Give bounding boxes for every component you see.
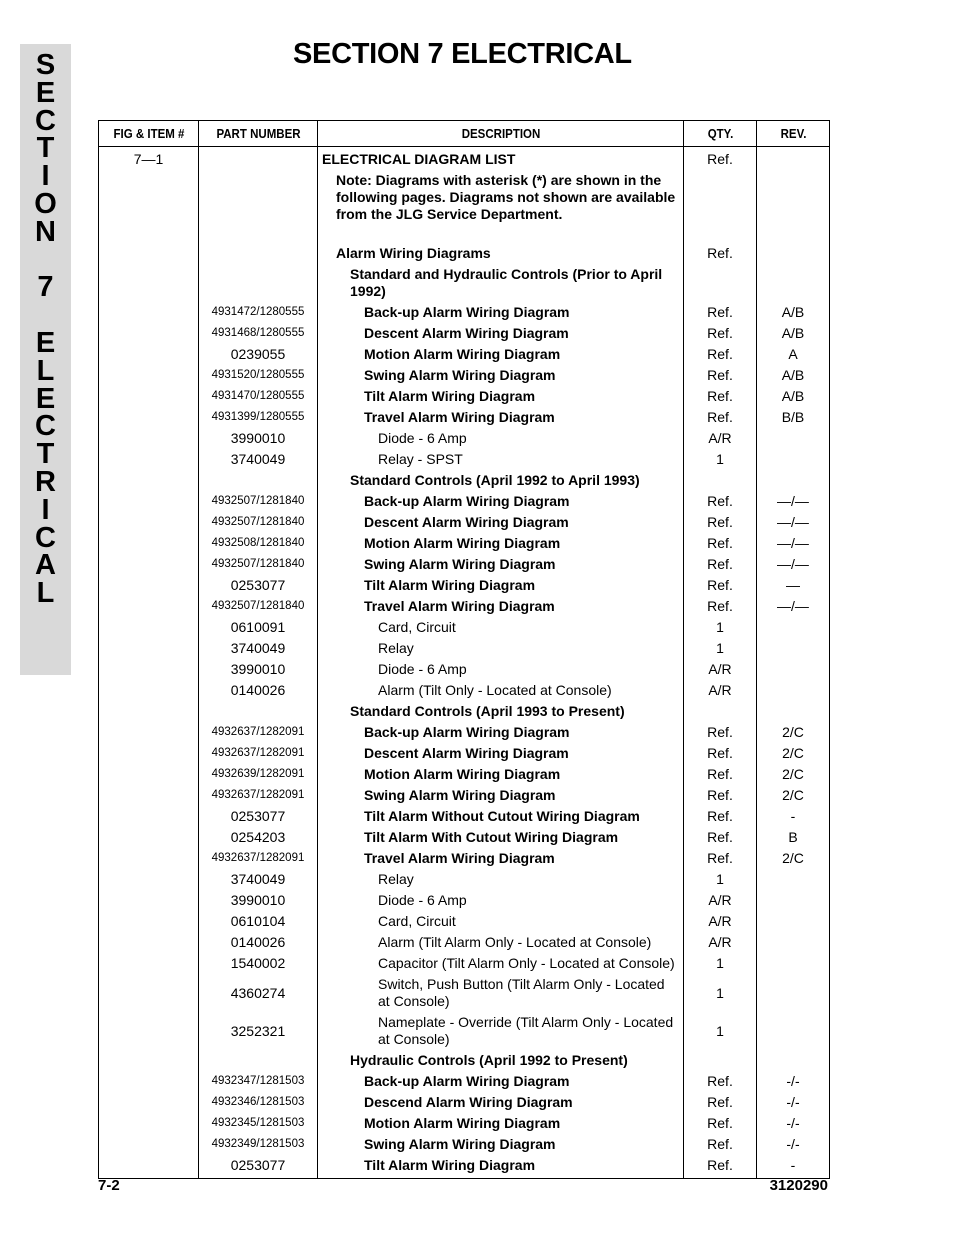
cell-description: Standard Controls (April 1992 to April 1993) — [318, 470, 684, 491]
cell-description: Alarm (Tilt Alarm Only - Located at Console) — [318, 932, 684, 953]
cell-part-number: 4932508/1281840 — [199, 533, 318, 554]
table-row — [99, 323, 830, 344]
side-tab-letter: L — [36, 354, 55, 387]
table-row — [99, 617, 830, 638]
cell-part-number: 0239055 — [199, 344, 318, 365]
cell-qty: Ref. — [684, 1134, 757, 1155]
table-row — [99, 428, 830, 449]
cell-description: Motion Alarm Wiring Diagram — [318, 344, 684, 365]
table-row — [99, 764, 830, 785]
cell-part-number: 0610091 — [199, 617, 318, 638]
cell-description: Tilt Alarm Wiring Diagram — [318, 386, 684, 407]
table-row — [99, 806, 830, 827]
cell-part-number: 0140026 — [199, 680, 318, 701]
cell-qty: 1 — [684, 869, 757, 890]
cell-fig-item — [99, 1012, 199, 1050]
page-number: 7-2 — [98, 1177, 120, 1194]
cell-fig-item — [99, 827, 199, 848]
cell-part-number: 3252321 — [199, 1012, 318, 1050]
cell-rev — [757, 449, 830, 470]
cell-qty: Ref. — [684, 147, 757, 171]
cell-rev — [757, 428, 830, 449]
cell-rev: —/— — [757, 533, 830, 554]
cell-description: Back-up Alarm Wiring Diagram — [318, 491, 684, 512]
cell-description: Relay — [318, 869, 684, 890]
cell-qty: Ref. — [684, 533, 757, 554]
cell-qty: A/R — [684, 890, 757, 911]
table-row — [99, 911, 830, 932]
cell-fig-item — [99, 785, 199, 806]
table-row — [99, 1092, 830, 1113]
table-row — [99, 722, 830, 743]
table-row — [99, 1071, 830, 1092]
table-row — [99, 659, 830, 680]
table-header-row — [99, 121, 830, 147]
cell-description: Alarm Wiring Diagrams — [318, 243, 684, 264]
cell-fig-item — [99, 1092, 199, 1113]
cell-part-number: 4932637/1282091 — [199, 785, 318, 806]
cell-rev: -/- — [757, 1134, 830, 1155]
cell-rev: B/B — [757, 407, 830, 428]
cell-rev: — — [757, 575, 830, 596]
cell-rev: —/— — [757, 596, 830, 617]
table-row — [99, 365, 830, 386]
cell-description: Motion Alarm Wiring Diagram — [318, 1113, 684, 1134]
cell-fig-item — [99, 170, 199, 243]
cell-fig-item — [99, 743, 199, 764]
cell-fig-item — [99, 1113, 199, 1134]
cell-rev — [757, 638, 830, 659]
cell-qty — [684, 170, 757, 243]
side-tab-letter: C — [35, 104, 56, 137]
table-row — [99, 1113, 830, 1134]
cell-qty: Ref. — [684, 848, 757, 869]
cell-part-number — [199, 470, 318, 491]
cell-qty: Ref. — [684, 1113, 757, 1134]
document-number: 3120290 — [769, 1177, 828, 1194]
cell-qty: Ref. — [684, 323, 757, 344]
table-row — [99, 449, 830, 470]
table-row — [99, 932, 830, 953]
cell-qty: Ref. — [684, 1071, 757, 1092]
cell-fig-item — [99, 701, 199, 722]
cell-fig-item — [99, 1071, 199, 1092]
cell-fig-item — [99, 533, 199, 554]
cell-rev: -/- — [757, 1113, 830, 1134]
cell-part-number: 1540002 — [199, 953, 318, 974]
cell-fig-item — [99, 911, 199, 932]
cell-part-number: 4360274 — [199, 974, 318, 1012]
cell-part-number — [199, 243, 318, 264]
side-tab-letter — [20, 247, 71, 275]
cell-rev — [757, 890, 830, 911]
cell-qty: Ref. — [684, 827, 757, 848]
cell-description: Tilt Alarm With Cutout Wiring Diagram — [318, 827, 684, 848]
cell-fig-item — [99, 869, 199, 890]
cell-part-number: 3740049 — [199, 449, 318, 470]
cell-qty: Ref. — [684, 806, 757, 827]
table-row — [99, 638, 830, 659]
cell-qty: 1 — [684, 953, 757, 974]
side-tab-letter: O — [34, 187, 57, 220]
cell-fig-item — [99, 638, 199, 659]
cell-fig-item — [99, 722, 199, 743]
cell-description: Alarm (Tilt Only - Located at Console) — [318, 680, 684, 701]
cell-rev — [757, 1050, 830, 1071]
cell-rev: —/— — [757, 512, 830, 533]
cell-fig-item — [99, 407, 199, 428]
cell-part-number: 4931520/1280555 — [199, 365, 318, 386]
cell-part-number: 3990010 — [199, 890, 318, 911]
table-row — [99, 1155, 830, 1179]
cell-part-number: 4931470/1280555 — [199, 386, 318, 407]
table-row — [99, 386, 830, 407]
table-row — [99, 827, 830, 848]
cell-part-number: 3740049 — [199, 638, 318, 659]
cell-qty — [684, 701, 757, 722]
cell-fig-item — [99, 323, 199, 344]
cell-rev: 2/C — [757, 743, 830, 764]
cell-rev: - — [757, 1155, 830, 1179]
cell-fig-item — [99, 764, 199, 785]
table-row — [99, 243, 830, 264]
cell-fig-item — [99, 617, 199, 638]
cell-qty: Ref. — [684, 743, 757, 764]
cell-fig-item — [99, 1134, 199, 1155]
cell-fig-item — [99, 243, 199, 264]
table-row — [99, 1012, 830, 1050]
cell-fig-item — [99, 575, 199, 596]
cell-description: Travel Alarm Wiring Diagram — [318, 596, 684, 617]
table-row — [99, 701, 830, 722]
header-part-number: PART NUMBER — [203, 121, 312, 147]
cell-description: Swing Alarm Wiring Diagram — [318, 554, 684, 575]
side-tab-letter: C — [35, 521, 56, 554]
cell-description: Swing Alarm Wiring Diagram — [318, 365, 684, 386]
table-row — [99, 302, 830, 323]
cell-description: Tilt Alarm Wiring Diagram — [318, 1155, 684, 1179]
cell-description: Swing Alarm Wiring Diagram — [318, 1134, 684, 1155]
cell-description: Hydraulic Controls (April 1992 to Present) — [318, 1050, 684, 1071]
cell-part-number: 0254203 — [199, 827, 318, 848]
cell-qty: Ref. — [684, 554, 757, 575]
cell-part-number: 0253077 — [199, 575, 318, 596]
side-tab-letter: I — [41, 160, 50, 193]
cell-fig-item — [99, 974, 199, 1012]
cell-qty: Ref. — [684, 491, 757, 512]
cell-fig-item — [99, 806, 199, 827]
cell-rev — [757, 911, 830, 932]
cell-description: Travel Alarm Wiring Diagram — [318, 848, 684, 869]
cell-rev: A/B — [757, 302, 830, 323]
cell-fig-item — [99, 680, 199, 701]
cell-description: Note: Diagrams with asterisk (*) are shown in the following pages. Diagrams not shown are available from the JLG Service Department. — [318, 170, 684, 243]
cell-description: Switch, Push Button (Tilt Alarm Only - Located at Console) — [318, 974, 684, 1012]
cell-rev — [757, 659, 830, 680]
table-row — [99, 848, 830, 869]
cell-description: Card, Circuit — [318, 911, 684, 932]
cell-description: Swing Alarm Wiring Diagram — [318, 785, 684, 806]
table-row — [99, 407, 830, 428]
cell-qty: Ref. — [684, 407, 757, 428]
table-row — [99, 512, 830, 533]
table-row — [99, 785, 830, 806]
cell-rev: 2/C — [757, 785, 830, 806]
table-row — [99, 743, 830, 764]
cell-part-number: 4932637/1282091 — [199, 743, 318, 764]
cell-part-number — [199, 701, 318, 722]
cell-fig-item — [99, 659, 199, 680]
cell-description: Diode - 6 Amp — [318, 659, 684, 680]
table-row — [99, 575, 830, 596]
cell-qty: 1 — [684, 974, 757, 1012]
cell-part-number: 0253077 — [199, 806, 318, 827]
cell-part-number: 0610104 — [199, 911, 318, 932]
side-tab-letter: T — [36, 132, 55, 165]
side-tab-letter: C — [35, 410, 56, 443]
cell-qty: A/R — [684, 680, 757, 701]
cell-description: Descend Alarm Wiring Diagram — [318, 1092, 684, 1113]
header-rev: REV. — [759, 121, 826, 147]
cell-fig-item — [99, 1155, 199, 1179]
cell-fig-item — [99, 491, 199, 512]
cell-rev — [757, 243, 830, 264]
cell-rev — [757, 974, 830, 1012]
cell-qty: A/R — [684, 659, 757, 680]
side-tab-letter: E — [35, 382, 56, 415]
table-row — [99, 974, 830, 1012]
cell-qty — [684, 1050, 757, 1071]
cell-part-number — [199, 170, 318, 243]
table-row — [99, 170, 830, 243]
cell-fig-item — [99, 365, 199, 386]
cell-fig-item — [99, 1050, 199, 1071]
cell-description: Tilt Alarm Wiring Diagram — [318, 575, 684, 596]
cell-description: Capacitor (Tilt Alarm Only - Located at Console) — [318, 953, 684, 974]
cell-fig-item — [99, 596, 199, 617]
cell-part-number: 3990010 — [199, 659, 318, 680]
cell-qty: 1 — [684, 1012, 757, 1050]
header-fig-item: FIG & ITEM # — [103, 121, 195, 147]
cell-fig-item — [99, 512, 199, 533]
cell-rev: —/— — [757, 554, 830, 575]
cell-part-number: 4932507/1281840 — [199, 596, 318, 617]
cell-qty: Ref. — [684, 243, 757, 264]
cell-qty: Ref. — [684, 344, 757, 365]
cell-part-number: 4932507/1281840 — [199, 554, 318, 575]
cell-part-number: 4932345/1281503 — [199, 1113, 318, 1134]
cell-part-number: 4931472/1280555 — [199, 302, 318, 323]
cell-qty: Ref. — [684, 785, 757, 806]
cell-rev — [757, 932, 830, 953]
cell-description: Travel Alarm Wiring Diagram — [318, 407, 684, 428]
cell-rev: -/- — [757, 1071, 830, 1092]
table-row — [99, 491, 830, 512]
cell-rev: 2/C — [757, 764, 830, 785]
cell-qty: 1 — [684, 449, 757, 470]
table-row — [99, 1134, 830, 1155]
side-tab-letter: N — [35, 215, 56, 248]
cell-fig-item — [99, 302, 199, 323]
cell-rev — [757, 701, 830, 722]
cell-description: Back-up Alarm Wiring Diagram — [318, 722, 684, 743]
cell-part-number: 4932507/1281840 — [199, 512, 318, 533]
page-title: SECTION 7 ELECTRICAL — [293, 38, 632, 70]
cell-qty: Ref. — [684, 575, 757, 596]
cell-rev — [757, 470, 830, 491]
table-row — [99, 953, 830, 974]
cell-description: Motion Alarm Wiring Diagram — [318, 764, 684, 785]
cell-part-number: 0253077 — [199, 1155, 318, 1179]
cell-rev: A — [757, 344, 830, 365]
cell-part-number — [199, 264, 318, 302]
cell-fig-item — [99, 344, 199, 365]
cell-fig-item — [99, 264, 199, 302]
cell-part-number: 3740049 — [199, 869, 318, 890]
side-tab-letter: E — [35, 76, 56, 109]
cell-qty: Ref. — [684, 365, 757, 386]
cell-rev — [757, 264, 830, 302]
cell-rev — [757, 617, 830, 638]
table-row — [99, 554, 830, 575]
cell-qty: Ref. — [684, 764, 757, 785]
cell-rev: B — [757, 827, 830, 848]
side-tab-letter: T — [36, 438, 55, 471]
cell-fig-item — [99, 953, 199, 974]
cell-part-number: 4932346/1281503 — [199, 1092, 318, 1113]
table-row — [99, 264, 830, 302]
cell-qty — [684, 264, 757, 302]
cell-description: Card, Circuit — [318, 617, 684, 638]
cell-part-number: 4932639/1282091 — [199, 764, 318, 785]
cell-fig-item — [99, 554, 199, 575]
cell-qty: Ref. — [684, 1155, 757, 1179]
table-row — [99, 344, 830, 365]
header-qty: QTY. — [686, 121, 753, 147]
cell-description: Motion Alarm Wiring Diagram — [318, 533, 684, 554]
cell-description: ELECTRICAL DIAGRAM LIST — [318, 147, 684, 171]
cell-fig-item — [99, 932, 199, 953]
cell-rev: A/B — [757, 386, 830, 407]
cell-part-number: 4932349/1281503 — [199, 1134, 318, 1155]
table-row — [99, 596, 830, 617]
table-row — [99, 680, 830, 701]
parts-table — [98, 120, 830, 1179]
cell-description: Nameplate - Override (Tilt Alarm Only - Located at Console) — [318, 1012, 684, 1050]
cell-rev: —/— — [757, 491, 830, 512]
cell-qty: A/R — [684, 428, 757, 449]
cell-rev — [757, 170, 830, 243]
side-tab-letter: E — [35, 326, 56, 359]
side-tab-letters — [20, 49, 71, 610]
cell-rev — [757, 147, 830, 171]
cell-description: Relay - SPST — [318, 449, 684, 470]
section-side-tab — [20, 44, 71, 675]
cell-description: Relay — [318, 638, 684, 659]
cell-fig-item — [99, 449, 199, 470]
cell-rev — [757, 953, 830, 974]
cell-part-number — [199, 1050, 318, 1071]
cell-rev: A/B — [757, 323, 830, 344]
cell-part-number: 4932507/1281840 — [199, 491, 318, 512]
cell-description: Descent Alarm Wiring Diagram — [318, 743, 684, 764]
cell-qty: Ref. — [684, 512, 757, 533]
header-description: DESCRIPTION — [332, 121, 669, 147]
cell-description: Diode - 6 Amp — [318, 890, 684, 911]
cell-fig-item: 7—1 — [99, 147, 199, 171]
table-row — [99, 533, 830, 554]
table-row — [99, 869, 830, 890]
cell-description: Back-up Alarm Wiring Diagram — [318, 302, 684, 323]
cell-qty: 1 — [684, 617, 757, 638]
cell-rev: -/- — [757, 1092, 830, 1113]
cell-part-number: 4932637/1282091 — [199, 722, 318, 743]
table-row — [99, 147, 830, 171]
cell-rev: 2/C — [757, 848, 830, 869]
cell-part-number: 4931468/1280555 — [199, 323, 318, 344]
cell-part-number: 4932637/1282091 — [199, 848, 318, 869]
cell-fig-item — [99, 890, 199, 911]
cell-part-number: 3990010 — [199, 428, 318, 449]
cell-qty: Ref. — [684, 596, 757, 617]
table-body — [99, 147, 830, 1179]
side-tab-letter: S — [35, 49, 56, 81]
cell-description: Descent Alarm Wiring Diagram — [318, 512, 684, 533]
cell-description: Diode - 6 Amp — [318, 428, 684, 449]
cell-rev — [757, 869, 830, 890]
side-tab-letter — [20, 302, 71, 330]
cell-qty: Ref. — [684, 386, 757, 407]
cell-part-number — [199, 147, 318, 171]
cell-rev: A/B — [757, 365, 830, 386]
side-tab-letter: R — [35, 465, 56, 498]
cell-qty: Ref. — [684, 722, 757, 743]
cell-qty: 1 — [684, 638, 757, 659]
cell-fig-item — [99, 386, 199, 407]
side-tab-letter: I — [41, 493, 50, 526]
side-tab-letter: A — [35, 549, 56, 582]
cell-rev: - — [757, 806, 830, 827]
cell-rev: 2/C — [757, 722, 830, 743]
cell-qty — [684, 470, 757, 491]
cell-qty: A/R — [684, 911, 757, 932]
cell-description: Standard and Hydraulic Controls (Prior to April 1992) — [318, 264, 684, 302]
cell-qty: Ref. — [684, 302, 757, 323]
cell-fig-item — [99, 428, 199, 449]
cell-fig-item — [99, 848, 199, 869]
cell-qty: Ref. — [684, 1092, 757, 1113]
table-row — [99, 890, 830, 911]
cell-description: Descent Alarm Wiring Diagram — [318, 323, 684, 344]
side-tab-letter: L — [36, 577, 55, 610]
table-row — [99, 1050, 830, 1071]
cell-part-number: 4931399/1280555 — [199, 407, 318, 428]
cell-part-number: 4932347/1281503 — [199, 1071, 318, 1092]
cell-description: Back-up Alarm Wiring Diagram — [318, 1071, 684, 1092]
side-tab-letter: 7 — [37, 271, 54, 304]
cell-fig-item — [99, 470, 199, 491]
cell-part-number: 0140026 — [199, 932, 318, 953]
table-row — [99, 470, 830, 491]
cell-description: Tilt Alarm Without Cutout Wiring Diagram — [318, 806, 684, 827]
cell-rev — [757, 680, 830, 701]
cell-description: Standard Controls (April 1993 to Present) — [318, 701, 684, 722]
cell-rev — [757, 1012, 830, 1050]
cell-qty: A/R — [684, 932, 757, 953]
